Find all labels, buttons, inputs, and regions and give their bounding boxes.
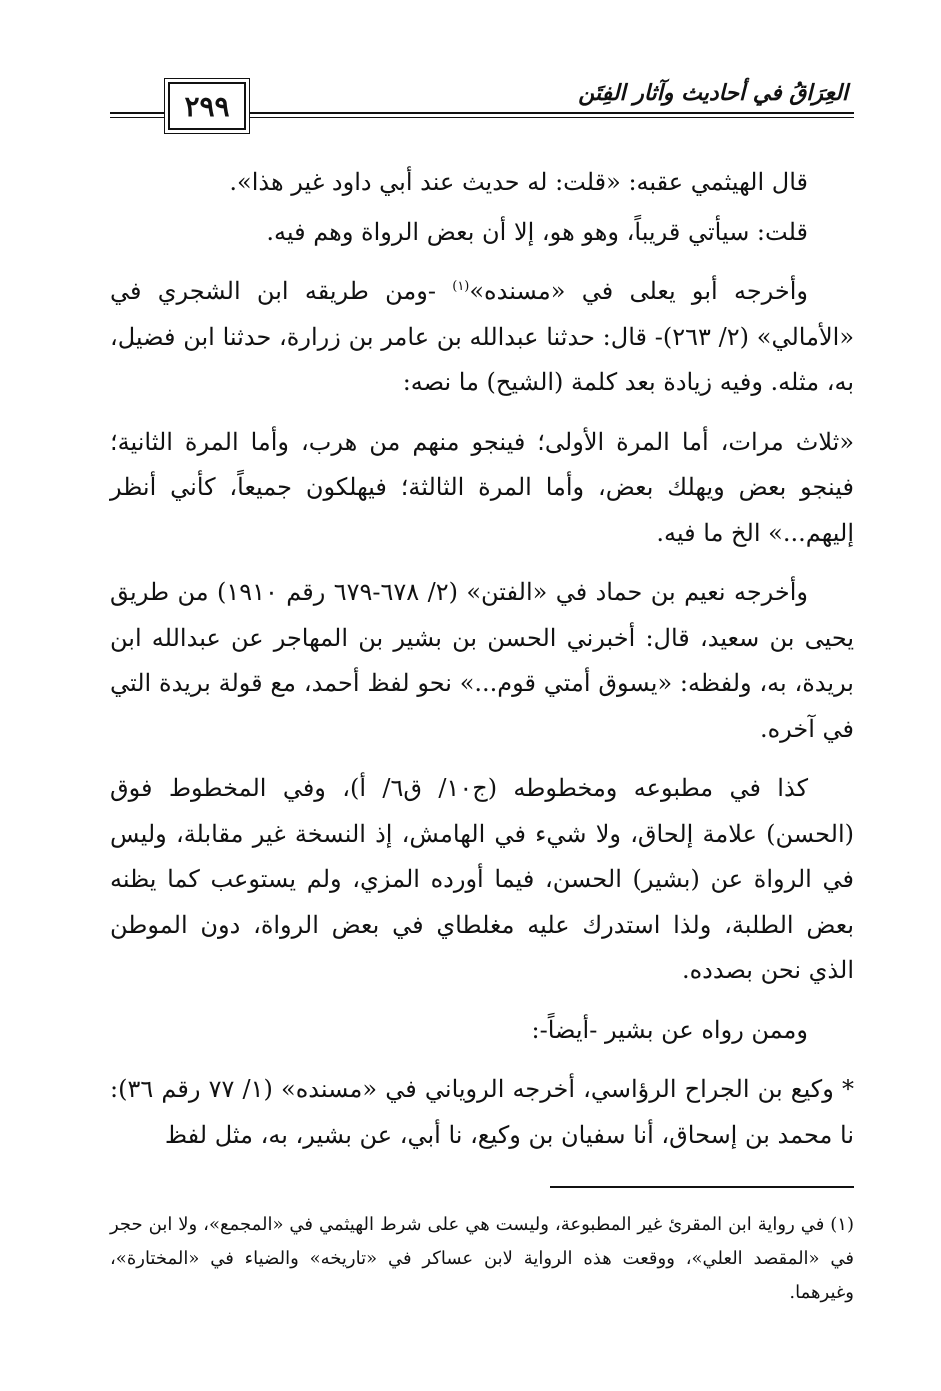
page-number: ٢٩٩ (168, 82, 246, 130)
paragraph-text: وأخرجه أبو يعلى في «مسنده» (469, 277, 808, 305)
paragraph: «ثلاث مرات، أما المرة الأولى؛ فينجو منهم من هرب، وأما المرة الثانية؛ فينجو بعض ويهلك بعض، وأما المرة الثالثة؛ فيهلكون جميعاً، كأني أنظر إليهم...» الخ ما فيه. (110, 427, 854, 547)
paragraph: * وكيع بن الجراح الرؤاسي، أخرجه الروياني في «مسنده» (١/ ٧٧ رقم ٣٦): نا محمد بن إسحاق، أنا سفيان بن وكيع، نا أبي، عن بشير، به، مثل لفظ (110, 1075, 854, 1149)
paragraph: وممن رواه عن بشير -أيضاً-: (531, 1015, 808, 1044)
paragraph: كذا في مطبوعه ومخطوطه (ج١٠/ ق٦/ أ)، وفي المخطوط فوق (الحسن) علامة إلحاق، ولا شيء في الهامش، إذ النسخة غير مقابلة، وليس في الرواة عن (بشير) الحسن، فيما أورده المزي، ولم يستوعب كما يظنه بعض الطلبة، ولذا استدرك عليه مغلطاي في بعض الرواة، دون الموطن الذي نحن بصدده. (110, 774, 854, 984)
main-text (110, 160, 854, 1172)
footnote: (١) في رواية ابن المقرئ غير المطبوعة، وليست هي على شرط الهيثمي في «المجمع»، ولا ابن حجر في «المقصد العلي»، ووقعت هذه الرواية لابن عساكر في «تاريخه» والضياء في «المختارة»، وغيرهما. (110, 1214, 854, 1303)
footnote-marker[interactable]: (١) (452, 279, 470, 294)
paragraph-text: -ومن طريقه ابن الشجري في «الأمالي» (٢/ ٢٦٣)- قال: حدثنا عبدالله بن عامر بن زرارة، حدثنا ابن فضيل، به، مثله. وفيه زيادة بعد كلمة (الشيح) ما نصه: (110, 277, 854, 396)
paragraph (110, 269, 854, 406)
running-title: العِرَاقُ في أحاديث وآثار الفِتَن (568, 80, 854, 106)
paragraph: وأخرجه نعيم بن حماد في «الفتن» (٢/ ٦٧٨-٦٧٩ رقم ١٩١٠) من طريق يحيى بن سعيد، قال: أخبرني الحسن بن بشير بن المهاجر عن عبدالله ابن بريدة، به، ولفظه: «يسوق أمتي قوم...» نحو لفظ أحمد، مع قولة بريدة التي في آخره. (110, 578, 854, 743)
footnote-separator (550, 1186, 854, 1188)
footnotes (110, 1208, 854, 1310)
paragraph: قلت: سيأتي قريباً، وهو هو، إلا أن بعض الرواة وهم فيه. (266, 217, 808, 246)
paragraph: قال الهيثمي عقبه: «قلت: له حديث عند أبي داود غير هذا». (229, 168, 808, 196)
page-header (110, 76, 854, 136)
